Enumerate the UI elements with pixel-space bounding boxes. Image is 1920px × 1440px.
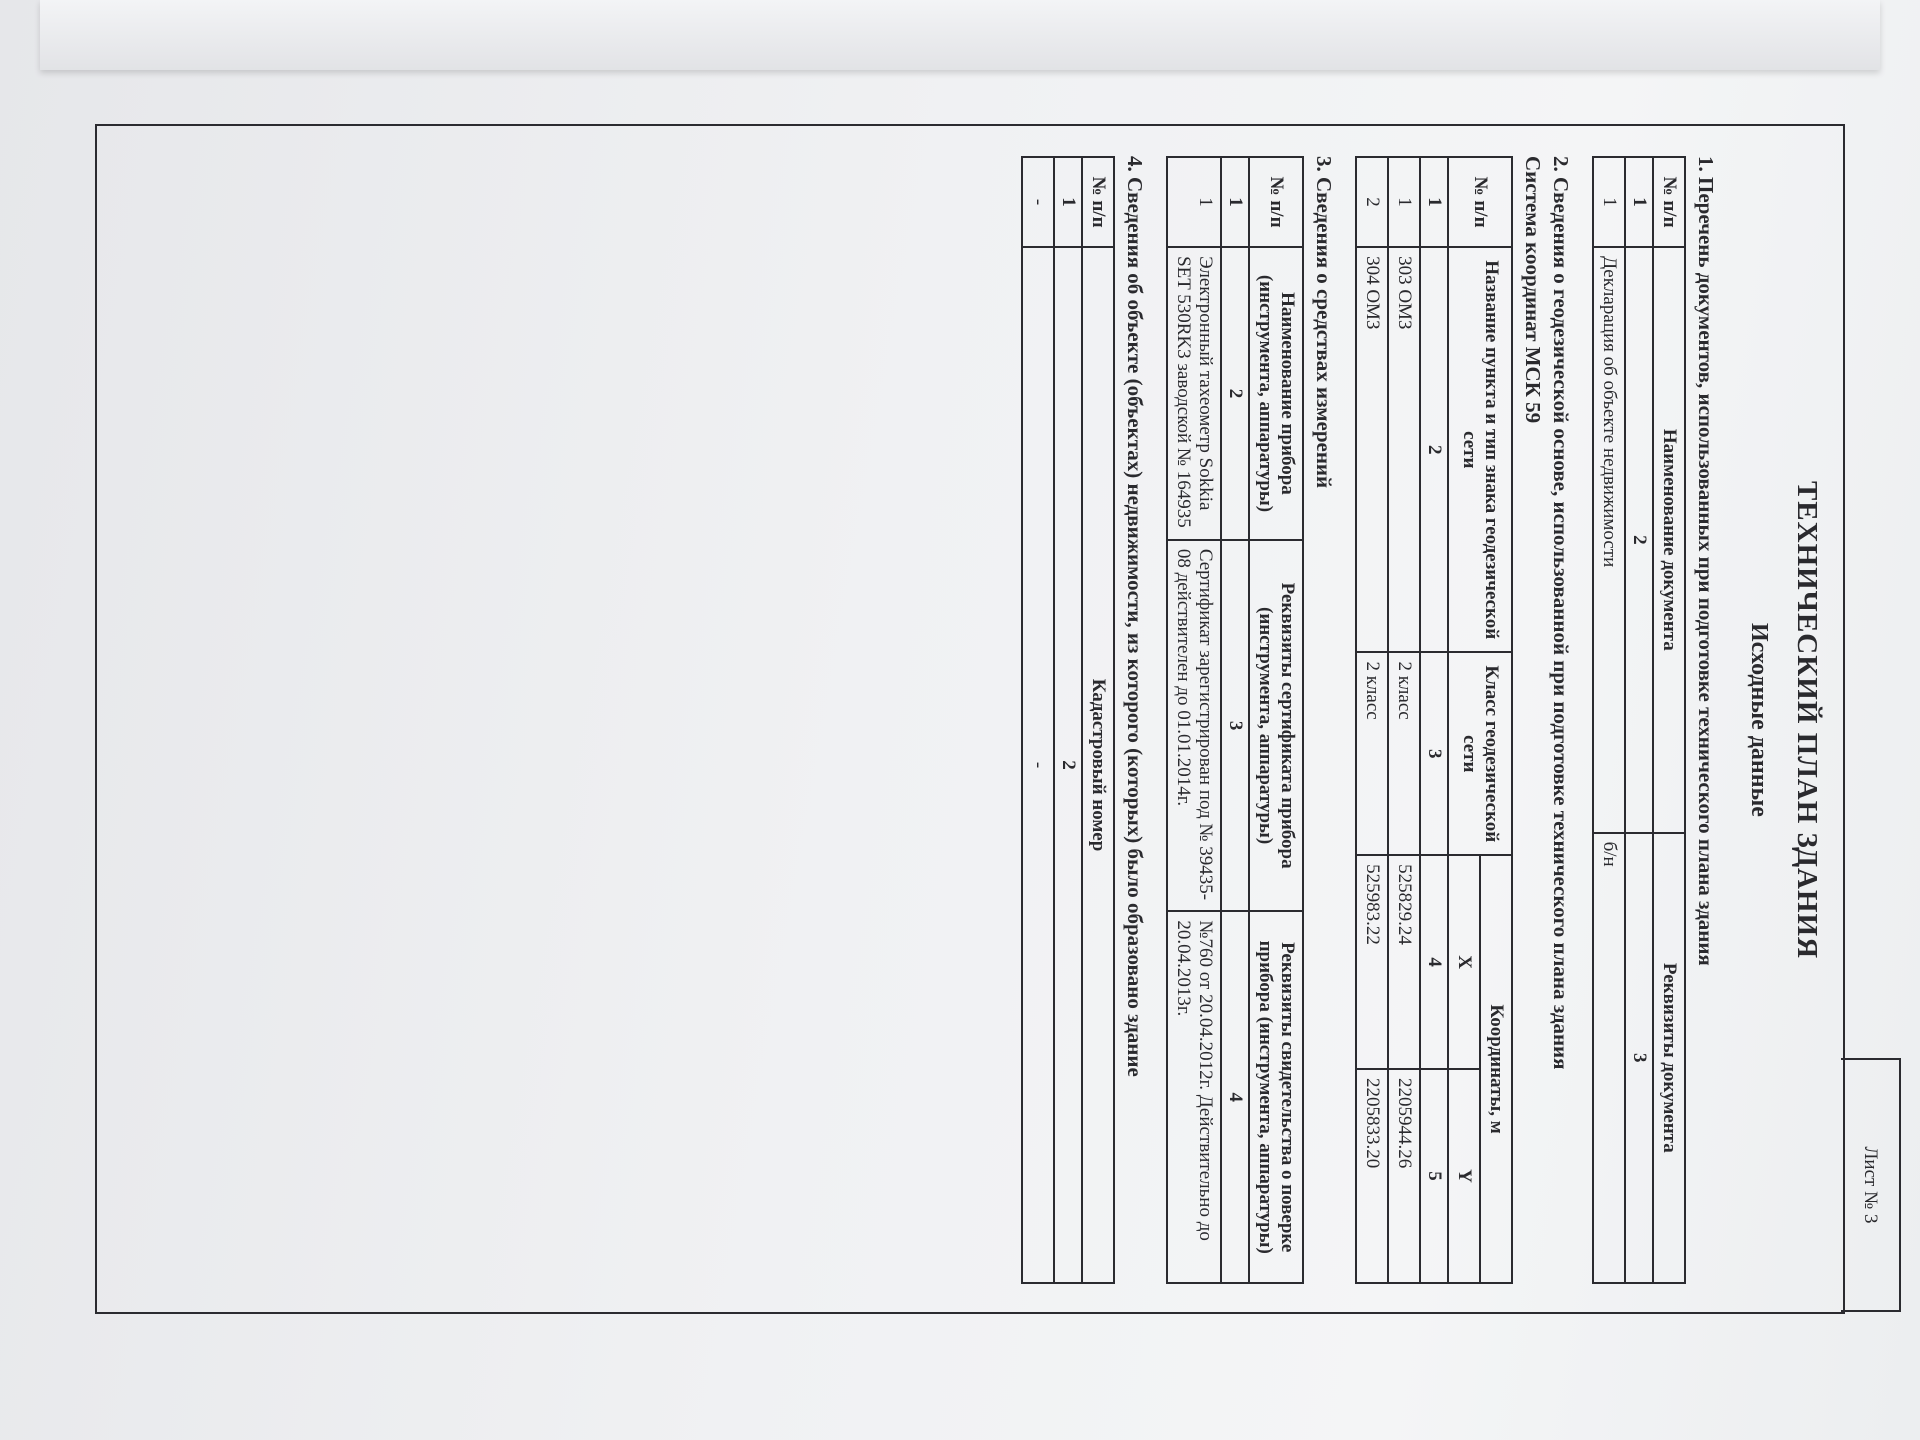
table-cell: 1 [1388,157,1420,247]
column-number: 2 [1221,247,1249,540]
table-row [1388,157,1420,1283]
header-cell: Реквизиты свидетельства о поверке прибора (инструмента, аппаратуры) [1249,911,1303,1283]
table-cell: 2 [1356,157,1388,247]
column-number: 3 [1625,833,1653,1283]
table-cell: 2205833.20 [1356,1069,1388,1283]
column-number: 1 [1054,157,1082,247]
table-header-row [1653,157,1685,1283]
column-number-row [1625,157,1653,1283]
table-cell: Декларация об объекте недвижимости [1593,247,1625,833]
underlying-page-edge [40,0,1880,70]
header-cell: № п/п [1082,157,1114,247]
table-row [1356,157,1388,1283]
column-number: 1 [1625,157,1653,247]
section4-table [1021,156,1115,1284]
table-row [1593,157,1625,1283]
column-number: 2 [1420,247,1448,652]
section3-table [1166,156,1304,1284]
table-cell: 303 ОМЗ [1388,247,1420,652]
table-cell: 525983.22 [1356,855,1388,1069]
column-number-row [1221,157,1249,1283]
document-subtitle: Исходные данные [1746,623,1772,817]
column-number: 4 [1221,911,1249,1283]
table-row [1167,157,1221,1283]
table-cell: Сертификат зарегистрирован под № 39435-08 действителен до 01.01.2014г. [1167,540,1221,912]
table-cell: - [1022,157,1054,247]
table-cell: 525829.24 [1388,855,1420,1069]
section2-heading [1519,156,1574,1284]
column-number: 1 [1420,157,1448,247]
table-header-row [1249,157,1303,1283]
section4-heading: 4. Сведения об объекте (объектах) недвижимости, из которого (которых) было образовано здание [1122,156,1147,1077]
header-cell: Y [1448,1069,1480,1283]
table-cell: №760 от 20.04.2012г. Действительно до 20.04.2013г. [1167,911,1221,1283]
column-number: 3 [1221,540,1249,912]
table-cell: б/н [1593,833,1625,1283]
column-number-row [1054,157,1082,1283]
table-cell: - [1022,247,1054,1283]
page-frame [95,124,1881,1314]
table-cell: 1 [1167,157,1221,247]
section1-heading: 1. Перечень документов, использованных при подготовке технического плана здания [1694,156,1718,966]
section1-table [1592,156,1686,1284]
header-cell: Наименование прибора (инструмента, аппаратуры) [1249,247,1303,540]
header-cell: Класс геодезической сети [1448,652,1512,855]
column-number-row [1420,157,1448,1283]
section2-heading-line1: 2. Сведения о геодезической основе, использованной при подготовке технического плана здания [1548,156,1573,1070]
header-cell: № п/п [1653,157,1685,247]
column-number: 3 [1420,652,1448,855]
header-cell: № п/п [1448,157,1512,247]
column-number: 1 [1221,157,1249,247]
page-content [1021,156,1831,1284]
table-header-row [1480,157,1512,1283]
table-cell: 2 класс [1356,652,1388,855]
document-title: ТЕХНИЧЕСКИЙ ПЛАН ЗДАНИЯ [1791,480,1823,960]
header-cell: Наименование документа [1653,247,1685,833]
header-cell: X [1448,855,1480,1069]
column-number: 2 [1054,247,1082,1283]
table-header-row [1082,157,1114,1283]
sheet-number: Лист № 3 [1841,1058,1901,1312]
header-cell: Кадастровый номер [1082,247,1114,1283]
header-cell: Название пункта и тип знака геодезической сети [1448,247,1512,652]
column-number: 4 [1420,855,1448,1069]
table-cell: 2205944.26 [1388,1069,1420,1283]
header-cell: Координаты, м [1480,855,1512,1283]
document-page [65,90,1881,1350]
column-number: 5 [1420,1069,1448,1283]
table-cell: 2 класс [1388,652,1420,855]
table-cell: Электронный тахеометр Sokkia SET 530RK3 заводской № 164935 [1167,247,1221,540]
header-cell: № п/п [1249,157,1303,247]
header-cell: Реквизиты сертификата прибора (инструмента, аппаратуры) [1249,540,1303,912]
section2-table [1355,156,1513,1284]
table-row [1022,157,1054,1283]
column-number: 2 [1625,247,1653,833]
table-cell: 304 ОМЗ [1356,247,1388,652]
table-cell: 1 [1593,157,1625,247]
section2-heading-line2: Система координат МСК 59 [1521,156,1546,424]
section3-heading: 3. Сведения о средствах измерений [1312,156,1337,489]
header-cell: Реквизиты документа [1653,833,1685,1283]
